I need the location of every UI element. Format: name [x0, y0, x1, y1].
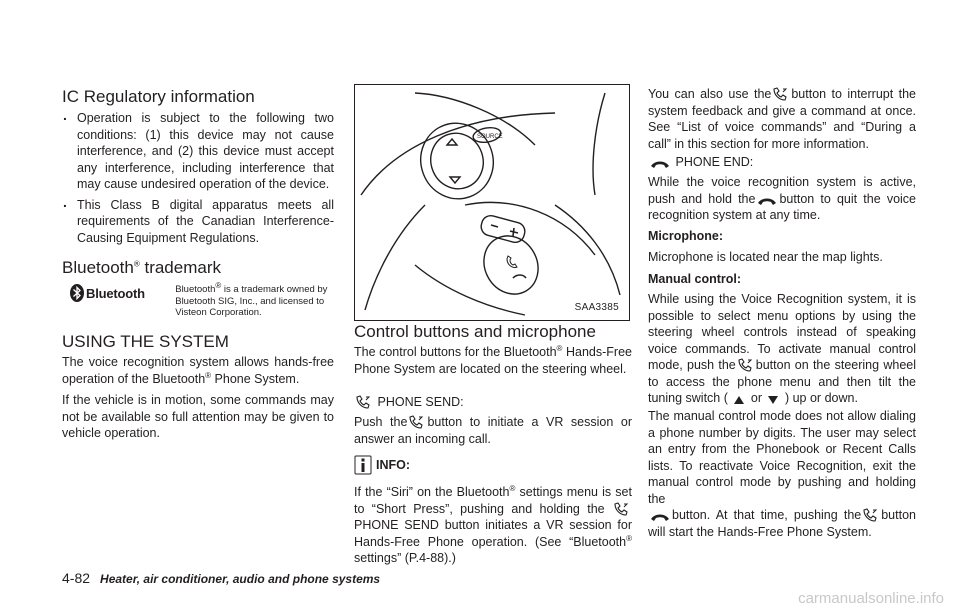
figure-source-label: SOURCE — [477, 134, 503, 140]
phone-end-paragraph: While the voice recognition system is active, push and hold the button to quit the voice recognition system at any time. — [648, 175, 917, 222]
page-number: 4-82 — [62, 570, 91, 586]
phone-end-label-row: PHONE END: — [648, 154, 916, 171]
info-icon — [354, 455, 372, 475]
phone-end-icon — [650, 512, 670, 522]
bluetooth-trademark-note: Bluetooth® is a trademark owned by Bluetooth SIG, Inc., and licensed to Visteon Corporation. — [175, 280, 328, 318]
microphone-heading: Microphone: — [648, 229, 723, 243]
using-paragraph-2: If the vehicle is in motion, some commands may not be available so full attention may be given to vehicle operation. — [62, 393, 334, 440]
tilt-down-icon — [767, 395, 779, 405]
ic-regulatory-heading: IC Regulatory information — [62, 87, 255, 106]
tilt-up-icon — [733, 395, 745, 405]
ic-bullet-list — [62, 110, 334, 250]
phone-send-icon — [863, 508, 879, 522]
watermark: carmanualsonline.info — [798, 590, 944, 607]
page-footer — [62, 570, 380, 586]
phone-send-icon — [409, 415, 425, 429]
figure-phone-end-icon — [513, 275, 526, 278]
info-label-row: INFO: — [354, 455, 632, 475]
figure-volume-icon — [491, 225, 518, 236]
figure-code: SAA3385 — [574, 302, 619, 313]
bluetooth-rune-icon — [70, 284, 84, 302]
list-item: . Operation is subject to the following two conditions: (1) this device may not cause interference, and (2) this device must accept any interference, including interference that may cause undesired operation of the device. — [62, 110, 334, 193]
push-send-paragraph: Push the button to initiate a VR session or answer an incoming call. — [354, 415, 633, 446]
phone-end-icon — [757, 196, 777, 206]
bluetooth-logo-icon: Bluetooth — [70, 284, 167, 302]
steering-wheel-illustration — [355, 85, 630, 321]
phone-send-icon — [356, 395, 372, 409]
control-buttons-paragraph: The control buttons for the Bluetooth® Hands-Free Phone System are located on the steering wheel. — [354, 343, 632, 376]
manual-mode-paragraph: The manual control mode does not allow dialing a phone number by digits. The user may select an entry from the Phonebook or Recent Calls lists. To reactivate Voice Recognition, exit the manual control mode by pushing and holding the button. At that time, pushing the button will start the Hands-Free Phone System. — [648, 409, 916, 539]
phone-send-icon — [738, 358, 754, 372]
bluetooth-trademark-heading: Bluetooth® trademark — [62, 258, 221, 277]
info-paragraph: If the “Siri” on the Bluetooth® settings menu is set to “Short Press”, pushing and holding the PHONE SEND button initiates a VR session for Hands-Free Phone operation. (See “Bluetooth® settings” (P.4-88).) — [354, 483, 632, 565]
interrupt-paragraph: You can also use the button to interrupt the system feedback and give a command at once. See “List of voice commands” and “During a call” in this section for more information. — [648, 87, 916, 151]
phone-send-label-row: PHONE SEND: — [354, 394, 632, 411]
microphone-paragraph: Microphone is located near the map lights. — [648, 250, 883, 264]
manual-control-paragraph: While using the Voice Recognition system, it is possible to select menu options by using the steering wheel controls instead of speaking voice commands. To activate manual control mode, push the button on the steering wheel to access the phone menu and then tilt the tuning switch ( or ) up or down. — [648, 292, 916, 405]
section-title: Heater, air conditioner, audio and phone systems — [100, 572, 381, 586]
steering-wheel-figure — [354, 84, 630, 321]
using-the-system-heading: USING THE SYSTEM — [62, 332, 229, 351]
list-item: . This Class B digital apparatus meets all requirements of the Canadian Interference-Causing Equipment Regulations. — [62, 197, 334, 247]
manual-control-heading: Manual control: — [648, 272, 742, 286]
phone-end-icon — [650, 159, 670, 169]
phone-send-icon — [614, 502, 630, 516]
phone-send-icon — [773, 87, 789, 101]
control-buttons-heading: Control buttons and microphone — [354, 322, 596, 341]
bluetooth-trademark-block — [62, 280, 334, 319]
figure-phone-send-icon — [507, 256, 517, 268]
using-paragraph-1: The voice recognition system allows hands-free operation of the Bluetooth® Phone System. — [62, 355, 334, 386]
